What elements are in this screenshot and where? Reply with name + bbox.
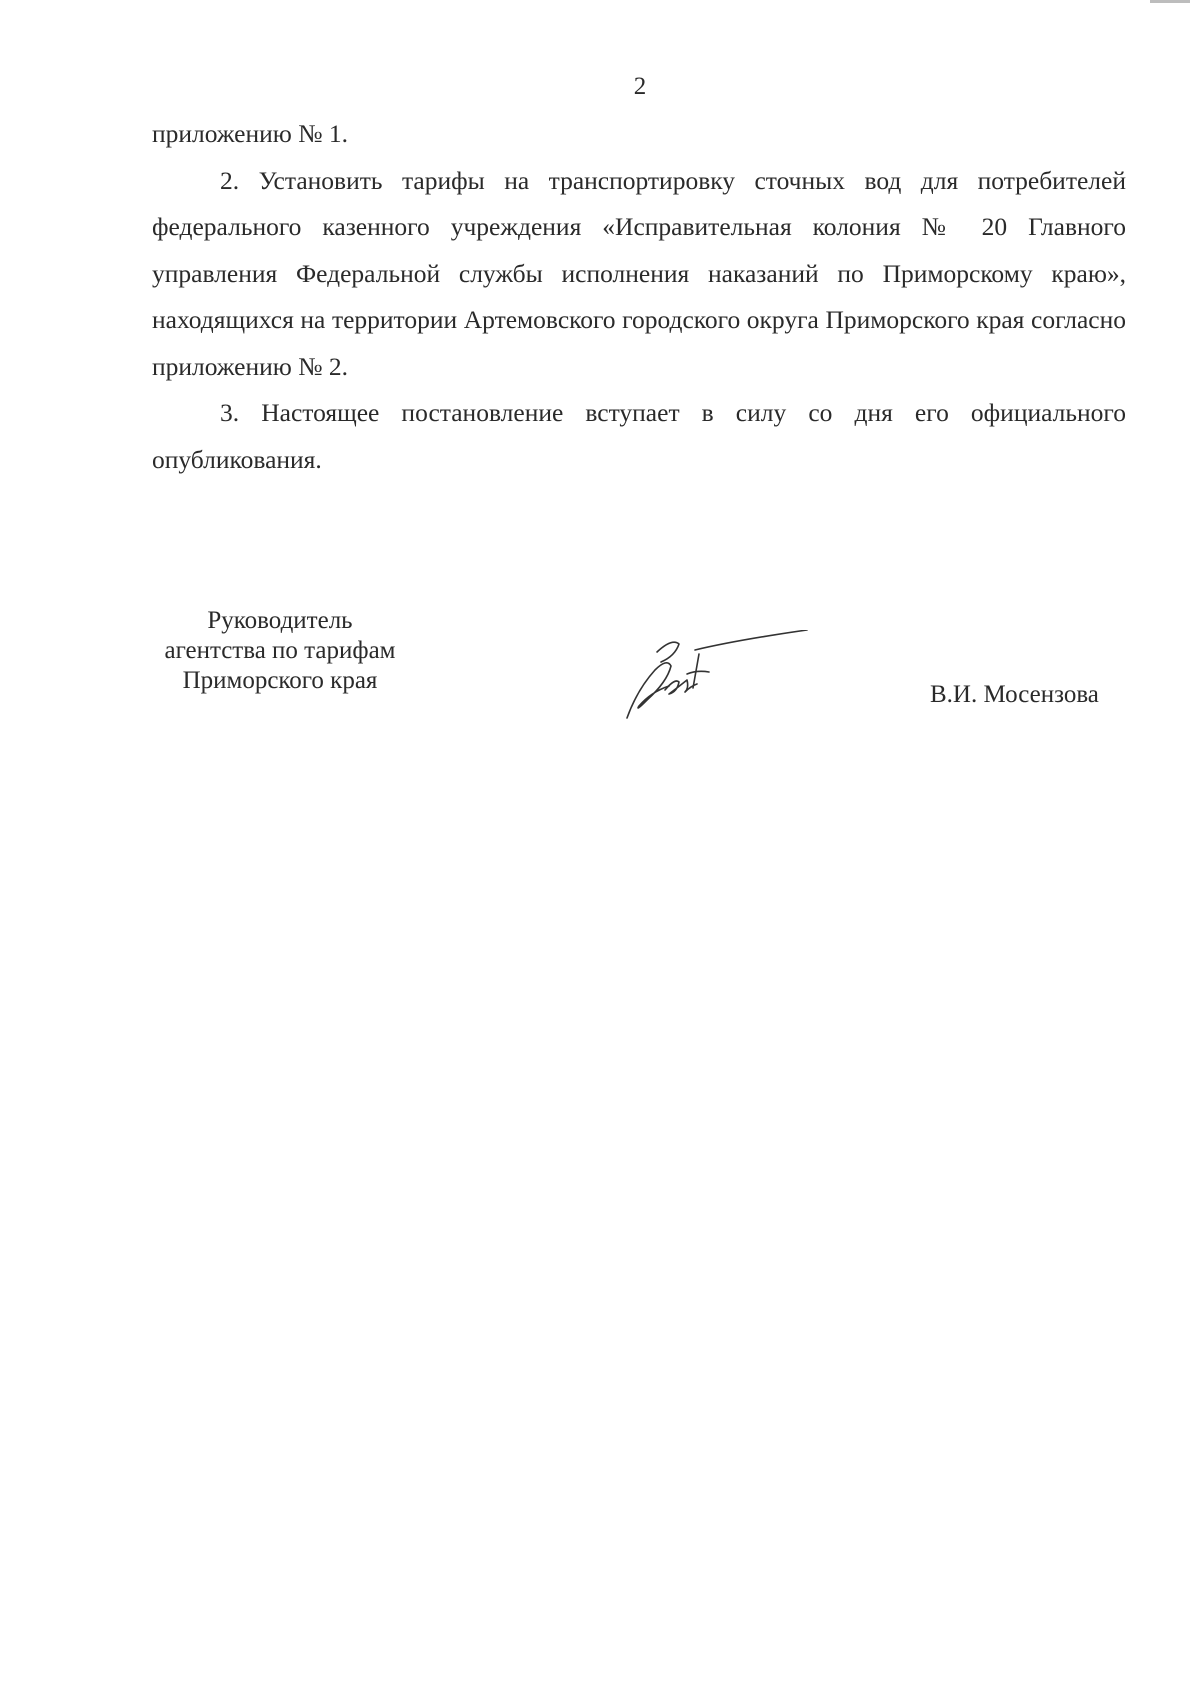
paragraph-continuation: приложению № 1.	[152, 119, 349, 148]
paragraph-item-2: 2. Установить тарифы на транспортировку сточных вод для потребителей федерального казенного учреждения «Исправительная колония № 20 Главного управления Федеральной службы исполнения наказаний по Приморскому краю», находящихся на территории Артемовского городского округа Приморского края согласно приложению № 2.	[152, 165, 1126, 381]
document-body	[152, 111, 1126, 483]
page-number: 2	[633, 73, 647, 100]
signatory-title-line-2: агентства по тарифам	[164, 637, 396, 664]
scan-edge-mark	[1150, 0, 1190, 3]
signatory-title-line-1: Руководитель	[207, 607, 353, 634]
handwritten-signature	[617, 630, 817, 730]
signatory-title-line-3: Приморского края	[182, 667, 378, 694]
signatory-name: В.И. Мосензова	[930, 681, 1099, 708]
signatory-title	[145, 606, 415, 696]
paragraph-item-3: 3. Настоящее постановление вступает в силу со дня его официального опубликования.	[152, 398, 1126, 474]
